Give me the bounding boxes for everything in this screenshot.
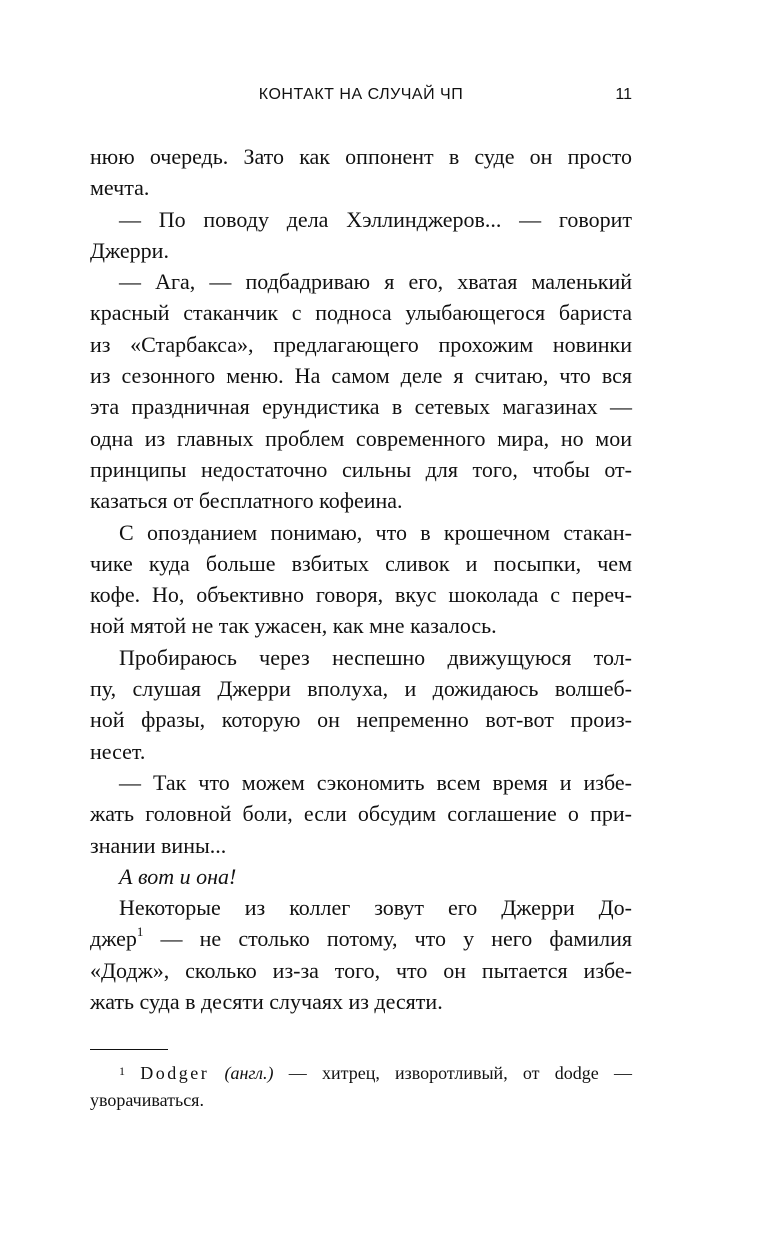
text-line: Некоторые из коллег зовут его Джерри До- — [119, 895, 632, 921]
text-line: жать суда в десяти случаях из десяти. — [90, 989, 443, 1015]
footnote-term: Dodger — [140, 1063, 210, 1083]
footnote-text: — хитрец, изворотливый, от dodge — — [288, 1063, 633, 1083]
footnote-divider — [90, 1049, 168, 1050]
text-line: Джерри. — [90, 237, 169, 263]
footnote-reference[interactable]: 1 — [136, 924, 144, 940]
text-line: «Додж», сколько из-за того, что он пытается избе- — [90, 957, 632, 983]
text-fragment: джер — [90, 926, 137, 952]
text-line: пу, слушая Джерри вполуха, и дожидаюсь волшеб- — [90, 676, 632, 702]
footnote-language: (англ.) — [224, 1063, 274, 1083]
text-line: мечта. — [90, 175, 150, 201]
body-text — [90, 141, 632, 1017]
text-line: — Ага, — подбадриваю я его, хватая маленький — [119, 269, 632, 295]
text-line: С опозданием понимаю, что в крошечном стакан- — [119, 519, 632, 545]
footnote — [90, 1060, 632, 1114]
text-line: ной мятой не так ужасен, как мне казалось. — [90, 613, 497, 639]
text-line-with-footnote-ref — [90, 923, 632, 954]
text-line: принципы недостаточно сильны для того, чтобы от- — [90, 456, 632, 482]
text-fragment: — не столько потому, что у него фамилия — [160, 926, 632, 952]
footnote-line — [90, 1060, 632, 1087]
page-number: 11 — [615, 86, 632, 103]
text-line: нюю очередь. Зато как оппонент в суде он просто — [90, 144, 632, 169]
text-line: жать головной боли, если обсудим соглашение о при- — [90, 801, 632, 827]
text-line: ной фразы, которую он непременно вот-вот произ- — [90, 707, 632, 733]
footnote-mark: 1 — [119, 1064, 125, 1078]
running-head — [90, 84, 632, 112]
text-line: из «Старбакса», предлагающего прохожим новинки — [90, 331, 632, 357]
text-line: казаться от бесплатного кофеина. — [90, 488, 403, 514]
text-line: несет. — [90, 738, 146, 764]
text-line: эта праздничная ерундистика в сетевых магазинах — — [90, 394, 632, 420]
text-line: — По поводу дела Хэллинджеров... — говорит — [119, 206, 632, 232]
text-line: кофе. Но, объективно говоря, вкус шоколада с переч- — [90, 582, 632, 608]
running-title: КОНТАКТ НА СЛУЧАЙ ЧП — [258, 86, 464, 103]
footnote-line: уворачиваться. — [90, 1090, 204, 1110]
text-line: знании вины... — [90, 832, 227, 858]
text-line: одна из главных проблем современного мира, но мои — [90, 425, 632, 451]
text-line: из сезонного меню. На самом деле я считаю, что вся — [90, 363, 632, 389]
text-line: красный стаканчик с подноса улыбающегося бариста — [90, 300, 632, 326]
text-line: Пробираюсь через неспешно движущуюся тол- — [119, 644, 632, 670]
text-line: — Так что можем сэкономить всем время и избе- — [119, 769, 632, 795]
text-line: чике куда больше взбитых сливок и посыпки, чем — [90, 550, 632, 576]
italic-line: А вот и она! — [119, 863, 237, 889]
